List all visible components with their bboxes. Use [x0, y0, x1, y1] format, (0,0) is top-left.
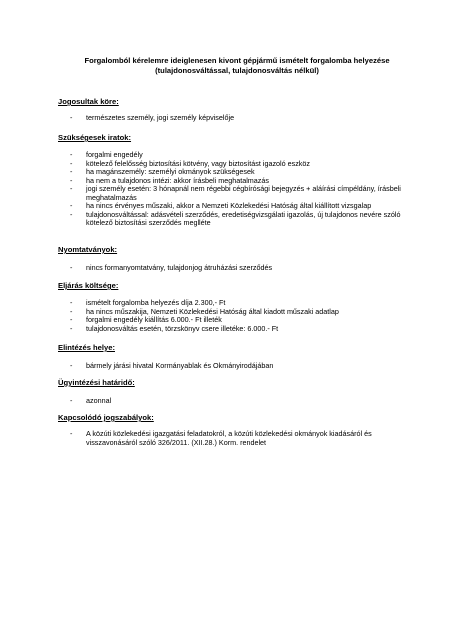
section-list-koltseg: [58, 299, 418, 333]
list-item: - tulajdonosváltás esetén, törzskönyv csere illetéke: 6.000.- Ft: [70, 323, 279, 333]
list-item: - ha nem a tulajdonos intézi: akkor írásbeli meghatalmazás: [70, 175, 269, 185]
list-item: - nincs formanyomtatvány, tulajdonjog átruházási szerződés: [70, 263, 273, 272]
list-item: - természetes személy, jogi személy képviselője: [70, 113, 235, 122]
bullet-dash: -: [70, 175, 73, 185]
section-heading-jogszabalyok: Kapcsolódó jogszabályok:: [58, 413, 154, 422]
bullet-dash: -: [70, 184, 73, 193]
list-item: - ismételt forgalomba helyezés díja 2.300,- Ft: [70, 298, 226, 307]
section-heading-jogosultak: Jogosultak köre:: [58, 97, 119, 106]
document-subtitle: (tulajdonosváltással, tulajdonosváltás nélkül): [155, 66, 319, 75]
list-item: - azonnal: [70, 396, 112, 405]
bullet-dash: -: [70, 361, 73, 370]
list-item: - jogi személy esetén: 3 hónapnál nem régebbi cégbírósági bejegyzés + aláírási címpéldány, írásbeli meghatalmazás: [70, 184, 401, 202]
document-title: Forgalomból kérelemre ideiglenesen kivont gépjármű ismételt forgalomba helyezése: [84, 56, 390, 65]
section-list-nyomtatvanyok: [58, 264, 418, 273]
bullet-dash: -: [70, 263, 73, 272]
section-list-iratok: [58, 151, 418, 228]
section-heading-iratok: Szükségesek iratok:: [58, 133, 132, 142]
section-heading-koltseg: Eljárás költsége:: [58, 281, 119, 290]
bullet-dash: -: [70, 315, 73, 324]
bullet-dash: -: [70, 298, 73, 307]
list-item: - forgalmi engedély kiállítás 6.000.- Ft illeték: [70, 315, 222, 324]
list-item: - ha nincs érvényes műszaki, akkor a Nemzeti Közlekedési Hatóság által kiállított vizsgalap: [70, 201, 372, 210]
bullet-dash: -: [70, 150, 73, 159]
bullet-dash: -: [70, 201, 73, 210]
bullet-dash: -: [70, 167, 73, 176]
section-list-jogosultak: [58, 114, 418, 123]
bullet-dash: -: [70, 113, 73, 122]
section-heading-helye: Elintézés helye:: [58, 343, 115, 352]
bullet-dash: -: [70, 158, 73, 168]
section-list-helye: [58, 360, 418, 372]
bullet-dash: -: [70, 396, 73, 405]
bullet-dash: -: [70, 209, 73, 219]
list-item: - bármely járási hivatal Kormányablak és Okmányirodájában: [70, 361, 274, 370]
bullet-dash: -: [70, 306, 73, 316]
section-list-hatarido: [58, 395, 418, 407]
section-list-jogszabalyok: [58, 430, 418, 447]
list-item: - A közúti közlekedési igazgatási feladatokról, a közúti közlekedési okmányok kiadásáról és visszavonásáról szóló 326/2011. (XII.28.) Korm. rendelet: [70, 429, 372, 447]
list-item: - kötelező felelősség biztosítási kötvény, vagy biztosítást igazoló eszköz: [70, 158, 310, 168]
list-item: - forgalmi engedély: [70, 150, 143, 159]
list-item: - ha magánszemély: személyi okmányok szükségesek: [70, 167, 255, 176]
section-heading-nyomtatvanyok: Nyomtatványok:: [58, 245, 118, 254]
section-heading-hatarido: Ügyintézési határidő:: [58, 378, 135, 387]
bullet-dash: -: [70, 429, 73, 438]
list-item: - ha nincs műszakija, Nemzeti Közlekedési Hatóság által kiadott műszaki adatlap: [70, 306, 339, 316]
list-item: - tulajdonosváltással: adásvételi szerződés, eredetiségvizsgálati igazolás, új tulajdonos nevére szóló kötelező biztosítási szerződés meglléte: [70, 209, 401, 227]
bullet-dash: -: [70, 323, 73, 333]
